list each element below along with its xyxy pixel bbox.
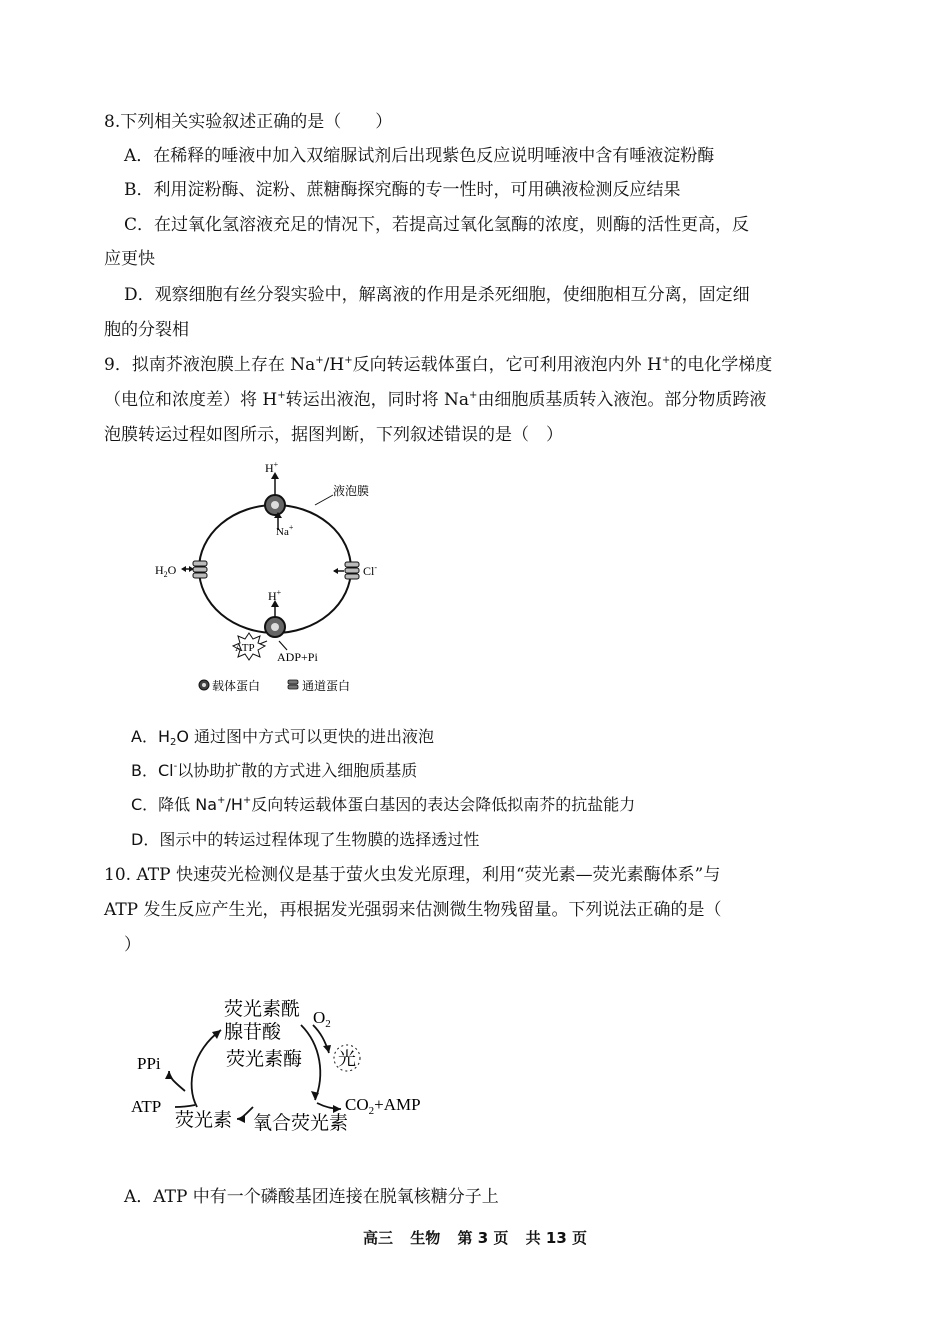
- footer-page: 第 3 页: [457, 1229, 509, 1247]
- vacuole-transport-diagram: [145, 455, 405, 700]
- q8-option-b: B．利用淀粉酶、淀粉、蔗糖酶探究酶的专一性时，可用碘液检测反应结果: [124, 180, 681, 200]
- co2-amp-label: $CO_2+AMP$: [345, 1095, 421, 1117]
- membrane-label: 液泡膜: [333, 484, 370, 498]
- na-label: Na+: [276, 523, 294, 538]
- adp-pi-label: ADP+Pi: [277, 650, 318, 664]
- q8-option-d-line2: 胞的分裂相: [104, 320, 189, 340]
- q9-option-c: C．降低 Na+/H+反向转运载体蛋白基因的表达会降低拟南芥的抗盐能力: [131, 795, 636, 814]
- left-channel-protein-icon: [181, 561, 207, 578]
- luciferin-label: 荧光素: [175, 1109, 233, 1131]
- footer-grade: 高三: [362, 1229, 393, 1247]
- ppi-label: PPi: [137, 1054, 161, 1073]
- q9-option-b: B．Cl-以协助扩散的方式进入细胞质基质: [131, 761, 418, 780]
- q10-stem-line3: ）: [124, 935, 141, 955]
- cl-label: Cl-: [363, 563, 378, 578]
- bottom-h-label: H+: [268, 588, 282, 603]
- q8-option-c-line2: 应更快: [104, 249, 155, 269]
- q8-option-c-line1: C．在过氧化氢溶液充足的情况下，若提高过氧化氢酶的浓度，则酶的活性更高，反: [124, 215, 750, 235]
- legend-channel-label: 通道蛋白: [302, 679, 351, 693]
- light-label: 光: [338, 1049, 356, 1070]
- q9-option-a: A．$H_2O$ 通过图中方式可以更快的进出液泡: [131, 727, 435, 748]
- right-channel-protein-icon: [333, 562, 359, 579]
- atp-label: ATP: [235, 642, 255, 654]
- footer-total: 共 13 页: [525, 1229, 588, 1247]
- q10-option-a: A．ATP 中有一个磷酸基团连接在脱氧核糖分子上: [124, 1187, 499, 1207]
- q10-stem-line2: ATP 发生反应产生光，再根据发光强弱来估测微生物残留量。下列说法正确的是（: [104, 900, 722, 920]
- luciferase-cycle-diagram: [125, 995, 455, 1145]
- h2o-label: $H_2O$: [155, 563, 177, 579]
- q9-stem-line2: （电位和浓度差）将 H+转运出液泡，同时将 Na+由细胞质基质转入液泡。部分物质跨液: [104, 390, 767, 410]
- top-h-label: H+: [265, 460, 279, 475]
- q10-stem-line1: 10. ATP 快速荧光检测仪是基于萤火虫发光原理，利用“荧光素—荧光素酶体系”与: [104, 865, 721, 885]
- bottom-carrier-protein-icon: [257, 600, 287, 650]
- legend-carrier-label: 载体蛋白: [212, 679, 261, 693]
- q9-stem-line1: 9．拟南芥液泡膜上存在 Na+/H+反向转运载体蛋白，它可利用液泡内外 H+的电化学梯度: [104, 355, 773, 375]
- carrier-legend-icon: [199, 680, 209, 690]
- q8-option-d-line1: D．观察细胞有丝分裂实验中，解离液的作用是杀死细胞，使细胞相互分离，固定细: [124, 285, 750, 305]
- o2-label: $O_2$: [313, 1008, 331, 1030]
- top-carrier-protein-icon: [265, 472, 285, 530]
- luciferase-label: 荧光素酶: [226, 1048, 303, 1070]
- q8-stem: 8.下列相关实验叙述正确的是（ ）: [104, 112, 393, 132]
- atp-label: ATP: [131, 1097, 162, 1116]
- luciferyl-adenylate-label-line2: 腺苷酸: [224, 1021, 282, 1043]
- luciferyl-adenylate-label-line1: 荧光素酰: [224, 998, 301, 1020]
- page-footer: [0, 1227, 950, 1248]
- channel-legend-icon: [288, 680, 298, 689]
- q9-option-d: D．图示中的转运过程体现了生物膜的选择透过性: [131, 830, 480, 849]
- q9-stem-line3: 泡膜转运过程如图所示，据图判断，下列叙述错误的是（ ）: [104, 425, 563, 445]
- q8-option-a: A．在稀释的唾液中加入双缩脲试剂后出现紫色反应说明唾液中含有唾液淀粉酶: [124, 146, 715, 166]
- footer-subject: 生物: [410, 1229, 441, 1247]
- oxyluciferin-label: 氧合荧光素: [253, 1112, 349, 1134]
